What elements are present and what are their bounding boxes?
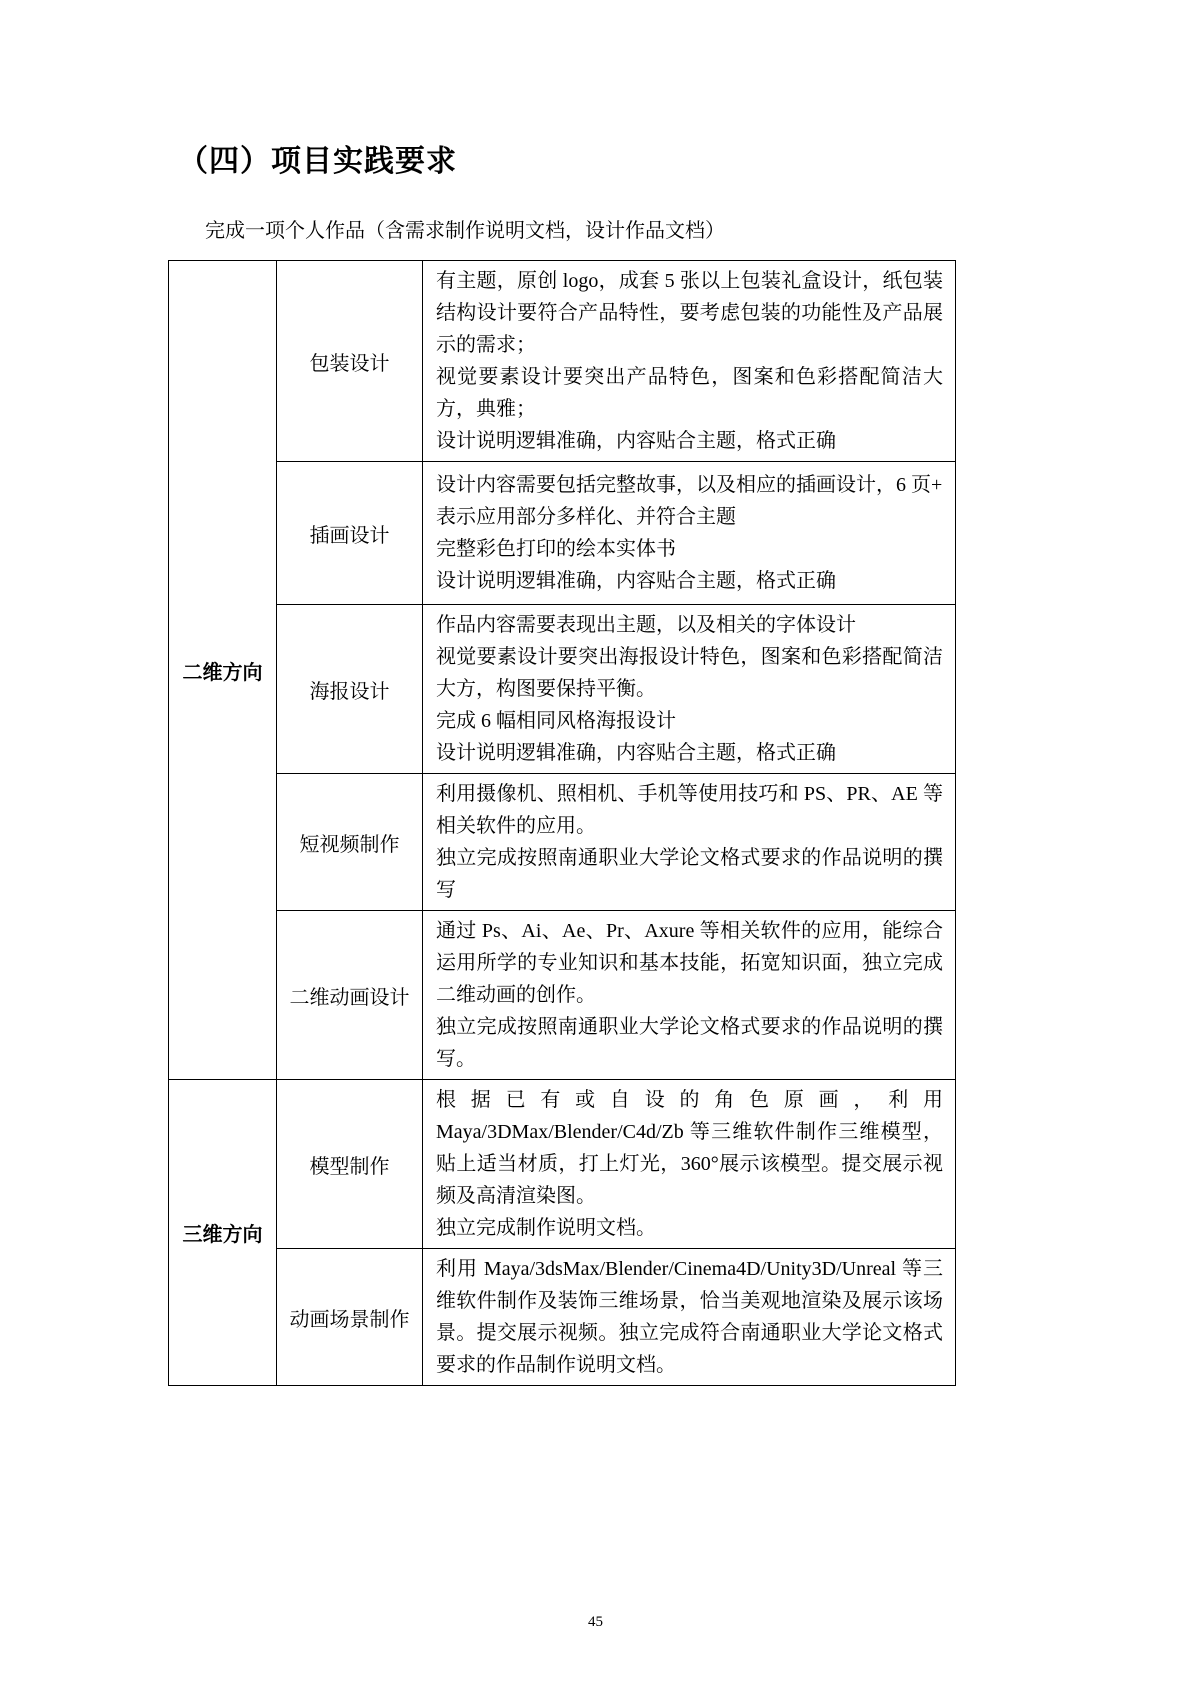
requirement-line: 独立完成按照南通职业大学论文格式要求的作品说明的撰写。 — [436, 1016, 943, 1070]
requirement-cell — [423, 261, 956, 462]
category-cell: 二维动画设计 — [277, 911, 423, 1080]
requirement-line: 有主题，原创 logo，成套 5 张以上包装礼盒设计，纸包装结构设计要符合产品特性，要考虑包装的功能性及产品展示的需求； — [436, 270, 943, 356]
requirement-line: 设计说明逻辑准确，内容贴合主题，格式正确 — [436, 570, 836, 592]
requirement-cell — [423, 605, 956, 774]
requirement-line: 完成 6 幅相同风格海报设计 — [436, 710, 676, 732]
direction-cell-2d: 二维方向 — [169, 261, 277, 1080]
page-subtitle: 完成一项个人作品（含需求制作说明文档，设计作品文档） — [205, 220, 725, 242]
requirement-line: 根据已有或自设的角色原画，利用 Maya/3DMax/Blender/C4d/Zb 等三维软件制作三维模型，贴上适当材质，打上灯光，360°展示该模型。提交展示视频及高清渲染图。 — [436, 1089, 943, 1207]
requirement-line: 利用 Maya/3dsMax/Blender/Cinema4D/Unity3D/Unreal 等三维软件制作及装饰三维场景，恰当美观地渲染及展示该场景。提交展示视频。独立完成符合南通职业大学论文格式要求的作品制作说明文档。 — [436, 1258, 943, 1376]
requirement-cell — [423, 911, 956, 1080]
table-row — [169, 261, 956, 462]
table-row — [169, 911, 956, 1080]
requirement-line: 视觉要素设计要突出海报设计特色，图案和色彩搭配简洁大方，构图要保持平衡。 — [436, 646, 943, 700]
requirement-line: 表示应用部分多样化、并符合主题 — [436, 506, 736, 528]
requirement-cell — [423, 1080, 956, 1249]
requirement-line: 独立完成按照南通职业大学论文格式要求的作品说明的撰写 — [436, 847, 943, 901]
category-cell: 插画设计 — [277, 462, 423, 605]
requirement-line: 通过 Ps、Ai、Ae、Pr、Axure 等相关软件的应用，能综合运用所学的专业知识和基本技能，拓宽知识面，独立完成二维动画的创作。 — [436, 920, 943, 1006]
requirement-line: 设计说明逻辑准确，内容贴合主题，格式正确 — [436, 742, 836, 764]
category-cell: 包装设计 — [277, 261, 423, 462]
requirement-cell — [423, 462, 956, 605]
requirement-line: 视觉要素设计要突出产品特色，图案和色彩搭配简洁大方，典雅； — [436, 366, 943, 420]
table-row — [169, 462, 956, 605]
table-row — [169, 605, 956, 774]
requirement-cell — [423, 774, 956, 911]
direction-cell-3d: 三维方向 — [169, 1080, 277, 1386]
requirement-line: 设计内容需要包括完整故事，以及相应的插画设计，6 页+ — [436, 474, 943, 496]
category-cell: 模型制作 — [277, 1080, 423, 1249]
category-cell: 海报设计 — [277, 605, 423, 774]
category-cell: 动画场景制作 — [277, 1249, 423, 1386]
table-row — [169, 774, 956, 911]
page-number: 45 — [588, 1614, 603, 1630]
requirement-cell — [423, 1249, 956, 1386]
requirement-line: 利用摄像机、照相机、手机等使用技巧和 PS、PR、AE 等相关软件的应用。 — [436, 783, 943, 837]
requirement-line: 作品内容需要表现出主题，以及相关的字体设计 — [436, 614, 856, 636]
category-cell: 短视频制作 — [277, 774, 423, 911]
table-row — [169, 1080, 956, 1249]
requirement-line: 设计说明逻辑准确，内容贴合主题，格式正确 — [436, 430, 836, 452]
requirement-line: 独立完成制作说明文档。 — [436, 1217, 656, 1239]
requirement-line: 完整彩色打印的绘本实体书 — [436, 538, 676, 560]
requirements-table — [168, 260, 956, 1386]
page-title: （四）项目实践要求 — [178, 145, 457, 178]
table-row — [169, 1249, 956, 1386]
